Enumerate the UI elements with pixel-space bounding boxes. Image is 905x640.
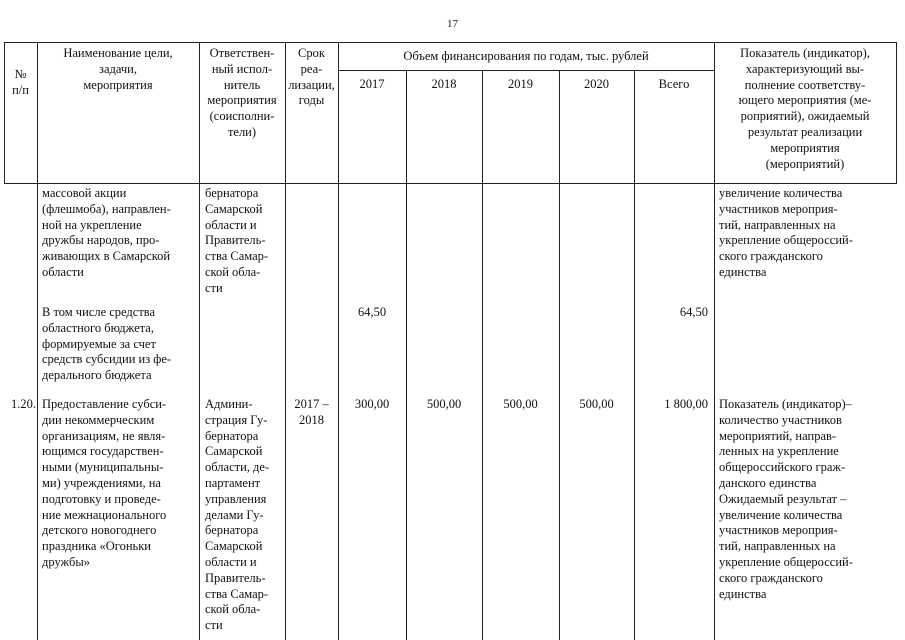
- text-line: дружбы»: [42, 554, 91, 569]
- text-line: подготовку и проведе-: [42, 491, 161, 506]
- text-line: партамент: [205, 475, 261, 490]
- row-value-2017: 64,50: [357, 305, 387, 319]
- text-line: (мероприятий): [765, 156, 845, 171]
- text-line: организациям, не явля-: [42, 428, 166, 443]
- header-funding-title: Объем финансирования по годам, тыс. рублей: [403, 49, 649, 63]
- text-line: Предоставление субси-: [42, 397, 167, 411]
- header-year-2020: 2020: [584, 77, 609, 91]
- text-line: тий, направленных на: [719, 539, 836, 554]
- text-line: годы: [298, 93, 325, 108]
- text-line: Наименование цели,: [63, 46, 173, 60]
- page-number: 17: [447, 18, 458, 30]
- col-divider: [285, 42, 286, 640]
- text-line: ства Самар-: [205, 586, 269, 601]
- text-line: полнение соответству-: [744, 77, 866, 92]
- text-line: задачи,: [99, 61, 137, 76]
- text-line: ства Самар-: [205, 249, 269, 264]
- header-period: [285, 46, 338, 109]
- text-line: ской обла-: [205, 264, 261, 279]
- text-line: ной на укрепление: [42, 217, 142, 232]
- text-line: областного бюджета,: [42, 320, 154, 335]
- text-line: тели): [227, 124, 257, 139]
- text-line: мероприятия: [207, 93, 277, 108]
- row-value-total: 1 800,00: [664, 397, 708, 411]
- text-line: (соисполни-: [209, 109, 275, 124]
- text-line: Показатель (индикатор),: [740, 46, 870, 60]
- text-line: увеличение количества: [719, 507, 843, 522]
- row-value-total: 64,50: [679, 305, 708, 319]
- text-line: 2018: [299, 412, 324, 427]
- table-right-border: [896, 42, 897, 183]
- text-line: бернатора: [205, 428, 259, 443]
- text-line: единства: [719, 586, 767, 601]
- row-num: 1.20.: [11, 397, 36, 411]
- text-line: области и: [205, 554, 257, 569]
- text-line: дружбы народов, про-: [42, 233, 160, 248]
- text-line: тий, направленных на: [719, 217, 836, 232]
- text-line: ленных на укрепление: [719, 444, 839, 459]
- text-line: участников мероприя-: [719, 523, 838, 538]
- text-line: участников мероприя-: [719, 201, 838, 216]
- row-indicator: [719, 186, 853, 281]
- text-line: №: [14, 67, 27, 81]
- text-line: ющего мероприятия (ме-: [738, 93, 872, 108]
- text-line: укрепление общероссий-: [719, 554, 853, 569]
- text-line: мероприятий, направ-: [719, 428, 837, 443]
- text-line: Срок: [298, 46, 325, 60]
- row-value-2018: 500,00: [426, 397, 462, 411]
- text-line: роприятий), ожидаемый: [740, 109, 870, 124]
- text-line: праздника «Огоньки: [42, 539, 151, 554]
- text-line: дии некоммерческим: [42, 412, 155, 427]
- header-year-2017: 2017: [359, 77, 385, 91]
- col-divider: [37, 42, 38, 640]
- text-line: нитель: [223, 77, 261, 92]
- col-divider: [338, 42, 339, 640]
- text-line: Показатель (индикатор)–: [719, 397, 852, 411]
- text-line: дерального бюджета: [42, 368, 152, 383]
- header-year-2018: 2018: [431, 77, 457, 91]
- text-line: средств субсидии из фе-: [42, 352, 172, 367]
- text-line: единства: [719, 264, 767, 279]
- text-line: сти: [205, 280, 223, 295]
- text-line: ние межнационального: [42, 507, 167, 522]
- header-num: [4, 67, 37, 99]
- years-rule: [338, 70, 714, 71]
- text-line: Правитель-: [205, 570, 266, 585]
- text-line: ского гражданского: [719, 249, 823, 264]
- text-line: результат реализации: [747, 124, 863, 139]
- text-line: Самарской: [205, 444, 263, 459]
- text-line: увеличение количества: [719, 186, 843, 200]
- text-line: п/п: [12, 82, 29, 97]
- text-line: характеризующий вы-: [745, 61, 865, 76]
- header-bottom-rule: [4, 183, 897, 184]
- text-line: Ответствен-: [209, 46, 275, 60]
- text-line: укрепление общероссий-: [719, 233, 853, 248]
- text-line: Ожидаемый результат –: [719, 491, 847, 506]
- row-name: [42, 305, 171, 384]
- header-indicator: [714, 46, 896, 172]
- text-line: реа-: [300, 61, 323, 76]
- text-line: данского единства: [719, 475, 817, 490]
- col-divider: [559, 70, 560, 640]
- text-line: ющимся государствен-: [42, 444, 164, 459]
- header-total: Всего: [658, 77, 690, 91]
- col-divider: [406, 70, 407, 640]
- row-name: [42, 186, 171, 281]
- row-indicator: [719, 397, 853, 602]
- text-line: В том числе средства: [42, 305, 156, 319]
- text-line: живающих в Самарской: [42, 249, 171, 264]
- row-responsible: [205, 397, 269, 634]
- text-line: области: [42, 264, 84, 279]
- text-line: ского гражданского: [719, 570, 823, 585]
- row-value-2017: 300,00: [354, 397, 390, 411]
- col-divider: [482, 70, 483, 640]
- text-line: ными (муниципальны-: [42, 460, 164, 475]
- row-period: [285, 397, 338, 429]
- col-divider: [634, 70, 635, 640]
- text-line: Самарской: [205, 539, 263, 554]
- table-top-rule: [4, 42, 897, 43]
- text-line: лизации,: [288, 77, 335, 92]
- text-line: количество участников: [719, 412, 842, 427]
- header-responsible: [199, 46, 285, 141]
- text-line: массовой акции: [42, 186, 127, 200]
- text-line: мероприятия: [83, 77, 153, 92]
- row-value-2019: 500,00: [503, 397, 538, 411]
- text-line: области, де-: [205, 460, 270, 475]
- text-line: управления: [205, 491, 267, 506]
- text-line: страция Гу-: [205, 412, 268, 427]
- text-line: Самарской: [205, 201, 263, 216]
- text-line: мероприятия: [770, 140, 840, 155]
- text-line: формируемые за счет: [42, 336, 156, 351]
- text-line: бернатора: [205, 186, 259, 200]
- row-name: [42, 397, 166, 571]
- text-line: Правитель-: [205, 233, 266, 248]
- text-line: ми) учреждениями, на: [42, 475, 161, 490]
- text-line: Админи-: [205, 397, 253, 411]
- text-line: области и: [205, 217, 257, 232]
- text-line: ской обла-: [205, 602, 261, 617]
- row-value-2020: 500,00: [579, 397, 614, 411]
- text-line: общероссийского граж-: [719, 460, 846, 475]
- header-name: [37, 46, 199, 93]
- text-line: детского новогоднего: [42, 523, 157, 538]
- table-left-border: [4, 42, 5, 183]
- text-line: бернатора: [205, 523, 259, 538]
- text-line: делами Гу-: [205, 507, 264, 522]
- text-line: (флешмоба), направлен-: [42, 201, 171, 216]
- text-line: сти: [205, 618, 223, 633]
- text-line: 2017 –: [294, 397, 329, 411]
- row-responsible: [205, 186, 268, 297]
- header-year-2019: 2019: [508, 77, 533, 91]
- text-line: ный испол-: [211, 61, 273, 76]
